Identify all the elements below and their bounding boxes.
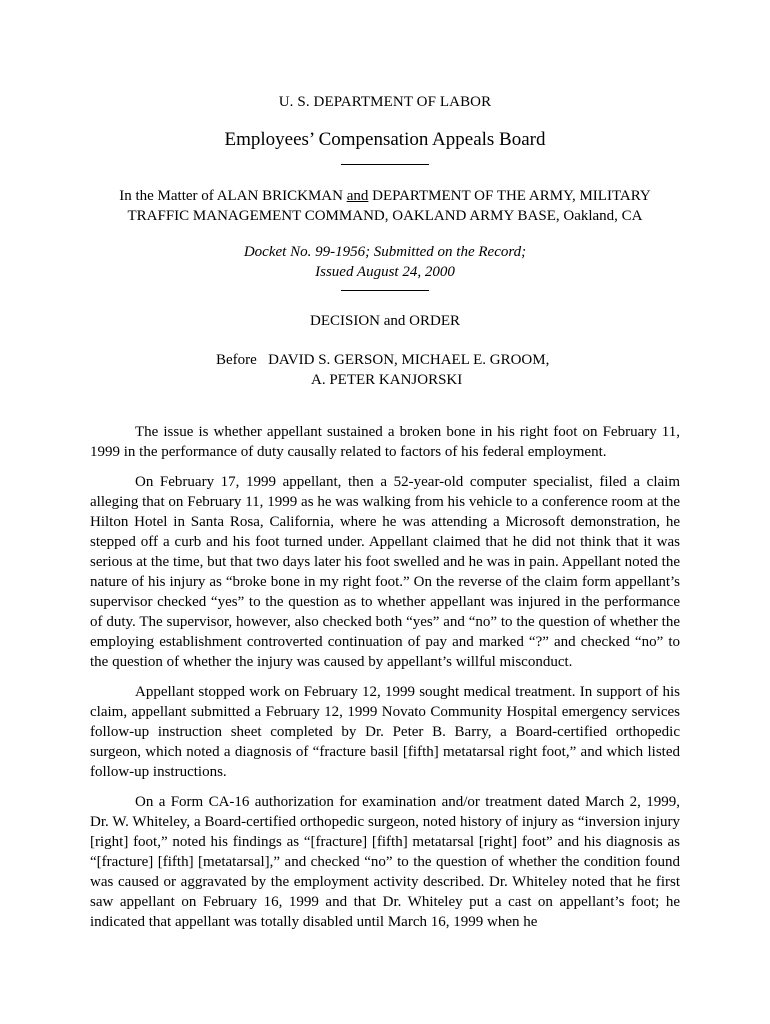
judges-names-1: DAVID S. GERSON, MICHAEL E. GROOM, xyxy=(268,352,550,368)
paragraph-claim: On February 17, 1999 appellant, then a 52-year-old computer specialist, filed a claim alleging that on February 11, 1999 as he was walking from his vehicle to a conference room at the Hilton Hotel in Santa Rosa, California, where he was attending a Microsoft demonstration, he stepped off a curb and his foot turned under. Appellant claimed that he did not think that it was serious at the time, but that two days later his foot swelled and he was in pain. Appellant noted the nature of his injury as “broke bone in my right foot.” On the reverse of the claim form appellant’s supervisor checked “yes” to the question as to whether appellant was injured in the performance of duty. The supervisor, however, also checked both “yes” and “no” to the question of whether the employing establishment controverted continuation of pay and marked “?” and checked “no” to the question of whether the injury was caused by appellant’s willful misconduct. xyxy=(90,474,680,670)
opinion-body xyxy=(90,422,680,942)
paragraph-ca16: On a Form CA-16 authorization for examination and/or treatment dated March 2, 1999, Dr. W. Whiteley, a Board-certified orthopedic surgeon, noted history of injury as “inversion injury [right] foot,” noted his findings as “[fracture] [fifth] metatarsal [right] foot” and his diagnosis as “[fracture] [fifth] [metatarsal],” and checked “no” to the question of whether the condition found was caused or aggravated by the employment activity described. Dr. Whiteley noted that he first saw appellant on February 16, 1999 and that Dr. Whiteley put a cast on appellant’s foot; he indicated that appellant was totally disabled until March 16, 1999 when he xyxy=(90,794,680,930)
caption-rest: DEPARTMENT OF THE ARMY, MILITARY xyxy=(368,188,651,204)
case-caption xyxy=(0,186,770,226)
case-caption-line1 xyxy=(0,186,770,206)
before-label: Before xyxy=(216,352,257,368)
board-heading: Employees’ Compensation Appeals Board xyxy=(224,129,546,150)
docket-line1: Docket No. 99-1956; Submitted on the Record; xyxy=(243,244,527,260)
decision-title: DECISION and ORDER xyxy=(310,313,460,329)
caption-and: and xyxy=(346,188,369,204)
divider-rule-top xyxy=(341,164,429,165)
judges-line2: A. PETER KANJORSKI xyxy=(311,372,463,388)
paragraph-issue: The issue is whether appellant sustained a broken bone in his right foot on February 11, 1999 in the performance of duty causally related to factors of his federal employment. xyxy=(90,424,680,460)
agency-heading: U. S. DEPARTMENT OF LABOR xyxy=(278,94,492,110)
paragraph-treatment: Appellant stopped work on February 12, 1999 sought medical treatment. In support of his claim, appellant submitted a February 12, 1999 Novato Community Hospital emergency services follow-up instruction sheet completed by Dr. Peter B. Barry, a Board-certified orthopedic surgeon, which noted a diagnosis of “fracture basil [fifth] metatarsal right foot,” and which listed follow-up instructions. xyxy=(90,684,680,780)
judges-line1 xyxy=(216,350,549,370)
docket-line2: Issued August 24, 2000 xyxy=(315,264,455,280)
docket-info xyxy=(0,242,770,282)
caption-prefix: In the Matter of ALAN BRICKMAN xyxy=(119,188,347,204)
divider-rule-bottom xyxy=(341,290,429,291)
case-caption-line2: TRAFFIC MANAGEMENT COMMAND, OAKLAND ARMY BASE, Oakland, CA xyxy=(127,208,643,224)
